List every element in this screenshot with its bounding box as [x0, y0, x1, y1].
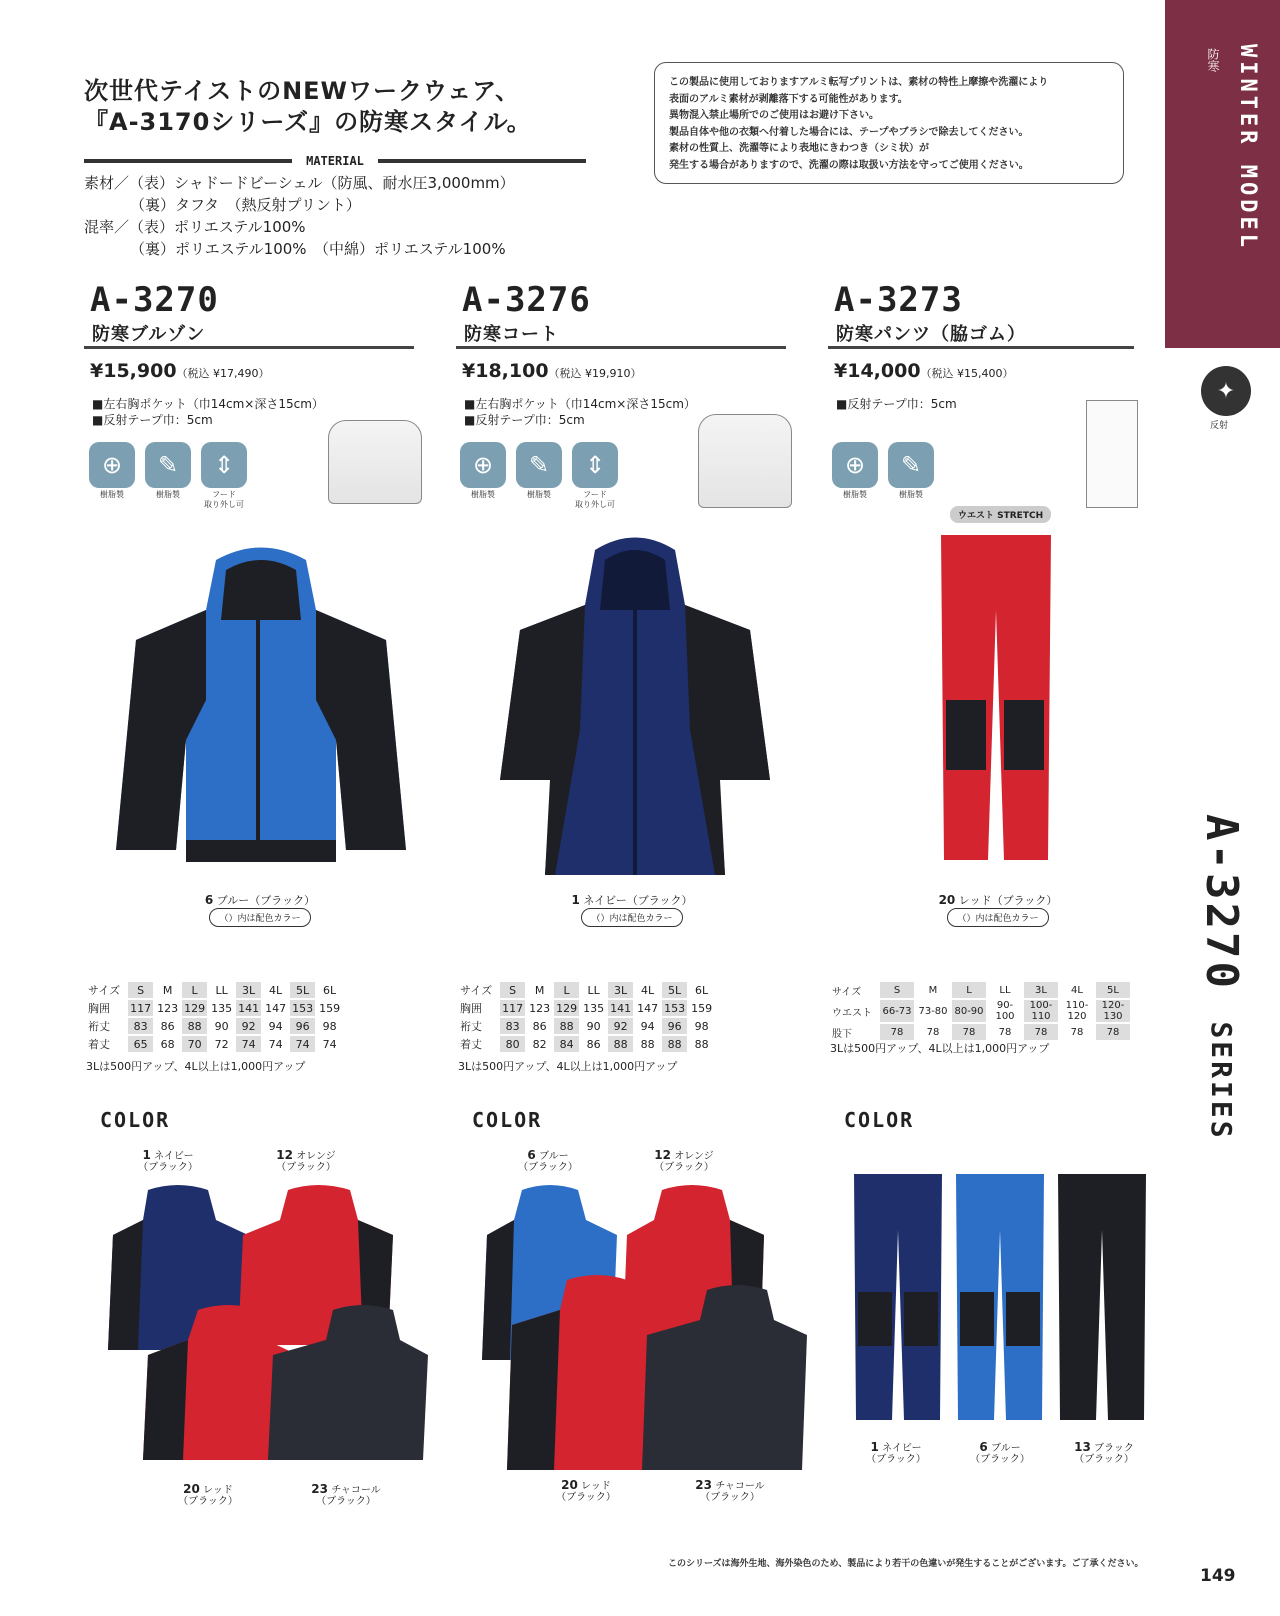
color-sub: （ブラック）: [970, 1454, 1030, 1465]
size-cell: 78: [1096, 1024, 1130, 1040]
notice-line: 表面のアルミ素材が剥離落下する可能性があります。: [669, 93, 908, 105]
product-name: 防寒パンツ（脇ゴム）: [836, 324, 1026, 345]
color-number: 12: [276, 1148, 293, 1162]
price-tax: （税込 ¥15,400）: [920, 367, 1014, 380]
size-cell: L: [182, 982, 207, 998]
tab-subtitle: 防寒: [1206, 48, 1220, 72]
product-rule: [84, 346, 414, 349]
size-header-row: [86, 982, 342, 998]
size-row: [86, 1018, 342, 1034]
jacket-line-drawing: [328, 420, 422, 504]
notice-line: 発生する場合がありますので、洗濯の際は取扱い方法を守ってご使用ください。: [669, 159, 1029, 171]
color-name: レッド: [202, 1485, 233, 1496]
size-cell: 153: [292, 1001, 314, 1015]
color-name: ネイビー: [154, 1151, 194, 1162]
size-table: [84, 980, 344, 1054]
price-value: ¥14,000: [834, 360, 921, 382]
size-row: [830, 1000, 1130, 1022]
size-cell: 110-120: [1065, 1000, 1089, 1022]
winter-model-tab: [1165, 0, 1280, 348]
size-cell: 84: [554, 1036, 579, 1052]
size-cell: S: [128, 982, 153, 998]
size-cell: 117: [130, 1001, 152, 1015]
notice-line: 異物混入禁止場所でのご使用はお避け下さい。: [669, 110, 879, 121]
color-note-pill: （）内は配色カラー: [947, 908, 1048, 927]
size-note: 3Lは500円アップ、4L以上は1,000円アップ: [830, 1042, 1050, 1055]
material-heading: MATERIAL: [306, 154, 364, 168]
size-cell: 66-73: [880, 1000, 914, 1022]
icon-label: 樹脂製: [100, 490, 124, 499]
headline: [84, 76, 532, 138]
size-cell: 80: [500, 1036, 525, 1052]
product-spec: [464, 396, 696, 428]
product-price: [834, 360, 1014, 382]
size-note: 3Lは500円アップ、4L以上は1,000円アップ: [86, 1060, 306, 1073]
price-tax: （税込 ¥19,910）: [548, 367, 642, 380]
size-cell: 4L: [641, 983, 655, 997]
icon-label: 樹脂製: [527, 490, 551, 499]
size-cell: 159: [319, 1001, 341, 1015]
series-word: SERIES: [1205, 1021, 1238, 1141]
reflect-label: 反射: [1210, 421, 1229, 431]
size-cell: 74: [268, 1037, 283, 1051]
color-name: ブラック: [1094, 1443, 1134, 1454]
pants-line-drawing: [1086, 400, 1138, 508]
size-cell: 80-90: [952, 1000, 986, 1022]
size-cell: 3L: [608, 982, 633, 998]
size-cell: 147: [637, 1001, 659, 1015]
color-note: [888, 908, 1108, 927]
tab-title: WINTER MODEL: [1235, 44, 1260, 251]
size-cell: 90: [586, 1019, 601, 1033]
color-note-pill: （）内は配色カラー: [209, 908, 310, 927]
color-number: 20: [938, 893, 956, 907]
size-cell: 90-100: [995, 1000, 1015, 1022]
size-cell: 98: [694, 1019, 709, 1033]
size-cell: 72: [214, 1037, 229, 1051]
icon-label: 樹脂製: [843, 490, 867, 499]
size-cell: 83: [500, 1018, 525, 1034]
product-name: 防寒コート: [464, 324, 559, 345]
price-value: ¥15,900: [90, 360, 177, 382]
size-cell: 135: [583, 1001, 605, 1015]
size-cell: 胸囲: [460, 1002, 482, 1015]
color-variant-caption: [118, 1150, 218, 1173]
material-line1: 素材／（表）シャドードビーシェル（防風、耐水圧3,000mm）: [84, 174, 515, 192]
size-cell: 3L: [236, 982, 261, 998]
headline-line2: 『A-3170シリーズ』の防寒スタイル。: [84, 108, 532, 136]
footnote: このシリーズは海外生地、海外染色のため、製品により若干の色違いが発生することがございます。ご了承ください。: [668, 1559, 1144, 1569]
color-note: [150, 908, 370, 927]
color-sub: （ブラック）: [866, 1454, 926, 1465]
size-note: 3Lは500円アップ、4L以上は1,000円アップ: [458, 1060, 678, 1073]
hood-icon: ⇕: [201, 442, 247, 488]
size-cell: S: [880, 982, 914, 998]
page-number: 149: [1200, 1566, 1236, 1586]
icon-label: 樹脂製: [471, 490, 495, 499]
color-name: ブルー: [538, 1151, 569, 1162]
size-cell: 86: [586, 1037, 601, 1051]
button-icon: ⊕: [460, 442, 506, 488]
button-icon: ⊕: [89, 442, 135, 488]
size-cell: 153: [664, 1001, 686, 1015]
color-sub: （ブラック）: [700, 1492, 760, 1503]
color-number: 6: [979, 1440, 988, 1454]
color-variant-caption: [950, 1442, 1050, 1465]
size-cell: サイズ: [832, 986, 862, 998]
size-cell: 88: [182, 1018, 207, 1034]
button-icon: ⊕: [832, 442, 878, 488]
size-cell: 78: [926, 1026, 940, 1038]
size-cell: 86: [532, 1019, 547, 1033]
blue-jacket-photo: [96, 540, 426, 870]
product-spec: [92, 396, 324, 428]
size-cell: 90: [214, 1019, 229, 1033]
size-cell: LL: [999, 984, 1011, 996]
color-name: ブルー（ブラック）: [216, 894, 316, 907]
size-cell: 94: [268, 1019, 283, 1033]
notice-line: この製品に使用しておりますアルミ転写プリントは、素材の特性上摩擦や洗濯により: [669, 77, 1049, 88]
size-cell: 129: [556, 1001, 578, 1015]
color-number: 13: [1074, 1440, 1091, 1454]
color-sub: （ブラック）: [276, 1162, 336, 1173]
product-name: 防寒ブルゾン: [92, 324, 206, 345]
size-cell: 141: [238, 1001, 260, 1015]
material-line2: （裏）タフタ （熱反射プリント）: [130, 196, 361, 214]
spec-line: ■左右胸ポケット（巾14cm×深さ15cm）: [464, 397, 696, 411]
color-sub: （ブラック）: [316, 1496, 376, 1507]
size-cell: 78: [952, 1024, 986, 1040]
notice-line: 素材の性質上、洗濯等により表地にきわつき（シミ状）が: [669, 143, 929, 154]
size-cell: M: [928, 984, 938, 996]
price-value: ¥18,100: [462, 360, 549, 382]
waist-stretch-label: ウエスト STRETCH: [950, 506, 1051, 523]
product-rule: [456, 346, 786, 349]
series-label: [1196, 814, 1247, 1141]
zipper-icon: ✎: [145, 442, 191, 488]
size-row: [458, 1000, 714, 1016]
color-variant-caption: [536, 1480, 636, 1503]
color-sub: （ブラック）: [556, 1492, 616, 1503]
size-cell: 78: [1070, 1026, 1084, 1038]
size-cell: 92: [608, 1018, 633, 1034]
size-cell: 78: [880, 1024, 914, 1040]
color-name: オレンジ: [296, 1151, 336, 1162]
size-cell: L: [554, 982, 579, 998]
zipper-icon: ✎: [888, 442, 934, 488]
spec-line: ■左右胸ポケット（巾14cm×深さ15cm）: [92, 397, 324, 411]
size-table: [828, 980, 1132, 1042]
size-table: [456, 980, 716, 1054]
color-variant-caption: [158, 1484, 258, 1507]
size-cell: LL: [587, 983, 600, 997]
main-color-caption: [888, 892, 1108, 908]
notice-box: [654, 62, 1124, 184]
color-number: 12: [654, 1148, 671, 1162]
color-number: 20: [561, 1478, 578, 1492]
size-cell: LL: [215, 983, 228, 997]
color-number: 6: [204, 893, 214, 907]
size-cell: 6L: [695, 983, 709, 997]
size-cell: 5L: [662, 982, 687, 998]
size-cell: 159: [691, 1001, 713, 1015]
size-cell: 94: [640, 1019, 655, 1033]
color-note-pill: （）内は配色カラー: [581, 908, 682, 927]
size-cell: 6L: [323, 983, 337, 997]
size-cell: 着丈: [88, 1038, 110, 1051]
size-header-row: [458, 982, 714, 998]
color-sub: （ブラック）: [178, 1496, 238, 1507]
reflect-icon: ✦: [1201, 366, 1251, 416]
icon-label: 樹脂製: [899, 490, 923, 499]
size-row: [86, 1000, 342, 1016]
color-variant-caption: [1054, 1442, 1154, 1465]
jacket-color-variants: [88, 1180, 433, 1480]
icon-label: 樹脂製: [156, 490, 180, 499]
size-cell: 股下: [832, 1028, 852, 1040]
icon-label: フード 取り外し可: [204, 490, 244, 509]
product-code: A-3270: [90, 280, 219, 320]
size-cell: 裄丈: [88, 1020, 110, 1033]
product-spec: ■反射テープ巾：5cm: [836, 397, 957, 411]
color-variant-caption: [846, 1442, 946, 1465]
size-cell: 96: [290, 1018, 315, 1034]
main-color-caption: [150, 892, 370, 908]
size-cell: 88: [694, 1037, 709, 1051]
size-cell: 5L: [1096, 982, 1130, 998]
coat-line-drawing: [698, 414, 792, 508]
size-cell: 117: [502, 1001, 524, 1015]
size-cell: 3L: [1024, 982, 1058, 998]
color-variant-caption: [256, 1150, 356, 1173]
headline-line1: 次世代テイストのNEWワークウェア、: [84, 77, 521, 105]
color-name: オレンジ: [674, 1151, 714, 1162]
color-number: 1: [142, 1148, 151, 1162]
pants-color-variants: [852, 1170, 1152, 1430]
color-heading: COLOR: [472, 1108, 543, 1132]
size-cell: 92: [236, 1018, 261, 1034]
main-color-caption: [522, 892, 742, 908]
size-header-row: [830, 982, 1130, 998]
size-cell: 70: [182, 1036, 207, 1052]
size-cell: 141: [610, 1001, 632, 1015]
product-rule: [828, 346, 1134, 349]
color-sub: （ブラック）: [518, 1162, 578, 1173]
color-number: 23: [311, 1482, 328, 1496]
size-cell: 86: [160, 1019, 175, 1033]
material-line4: （裏）ポリエステル100% （中綿）ポリエステル100%: [130, 240, 506, 258]
size-cell: M: [534, 983, 545, 997]
material-line3: 混率／（表）ポリエステル100%: [84, 218, 306, 236]
navy-coat-photo: [490, 530, 780, 880]
product-code: A-3276: [462, 280, 591, 320]
size-row: [830, 1024, 1130, 1040]
color-sub: （ブラック）: [138, 1162, 198, 1173]
color-variant-caption: [498, 1150, 598, 1173]
size-cell: 147: [265, 1001, 287, 1015]
color-name: ネイビー（ブラック）: [583, 894, 693, 907]
color-number: 6: [527, 1148, 536, 1162]
size-cell: 88: [640, 1037, 655, 1051]
color-variant-caption: [296, 1484, 396, 1507]
size-cell: ウエスト: [832, 1007, 872, 1019]
size-cell: 88: [608, 1036, 633, 1052]
size-cell: 135: [211, 1001, 233, 1015]
size-cell: 胸囲: [88, 1002, 110, 1015]
color-name: チャコール: [715, 1481, 765, 1492]
size-cell: 74: [322, 1037, 337, 1051]
color-number: 23: [695, 1478, 712, 1492]
size-cell: 裄丈: [460, 1020, 482, 1033]
color-name: レッド（ブラック）: [958, 894, 1058, 907]
size-cell: サイズ: [460, 984, 493, 997]
product-price: [462, 360, 642, 382]
zipper-icon: ✎: [516, 442, 562, 488]
size-cell: 88: [662, 1036, 687, 1052]
color-note: [522, 908, 742, 927]
hood-icon: ⇕: [572, 442, 618, 488]
size-cell: 123: [157, 1001, 179, 1015]
color-variant-caption: [680, 1480, 780, 1503]
color-variant-caption: [634, 1150, 734, 1173]
size-cell: S: [500, 982, 525, 998]
size-cell: 88: [554, 1018, 579, 1034]
color-name: レッド: [580, 1481, 611, 1492]
size-cell: 120-130: [1096, 1000, 1130, 1022]
red-pants-photo: [936, 530, 1056, 870]
size-cell: M: [162, 983, 173, 997]
spec-line: ■反射テープ巾：5cm: [92, 413, 213, 427]
size-cell: 68: [160, 1037, 175, 1051]
coat-color-variants: [462, 1180, 812, 1480]
size-cell: 78: [1024, 1024, 1058, 1040]
color-number: 1: [870, 1440, 879, 1454]
size-cell: 78: [998, 1026, 1012, 1038]
size-cell: 96: [662, 1018, 687, 1034]
size-cell: 5L: [290, 982, 315, 998]
color-sub: （ブラック）: [1074, 1454, 1134, 1465]
color-number: 1: [571, 893, 580, 907]
color-sub: （ブラック）: [654, 1162, 714, 1173]
size-row: [86, 1036, 342, 1052]
notice-line: 製品自体や他の衣類へ付着した場合には、テープやブラシで除去してください。: [669, 126, 1029, 138]
size-cell: 100-110: [1024, 1000, 1058, 1022]
size-cell: 4L: [269, 983, 283, 997]
size-cell: サイズ: [88, 984, 121, 997]
icon-label: フード 取り外し可: [575, 490, 615, 509]
series-code: A-3270: [1196, 814, 1247, 991]
product-price: [90, 360, 270, 382]
price-tax: （税込 ¥17,490）: [176, 367, 270, 380]
color-name: ネイビー: [882, 1443, 922, 1454]
color-name: ブルー: [990, 1443, 1021, 1454]
size-cell: 4L: [1071, 984, 1083, 996]
size-cell: 73-80: [918, 1005, 948, 1017]
size-row: [458, 1018, 714, 1034]
spec-line: ■反射テープ巾：5cm: [464, 413, 585, 427]
size-cell: 着丈: [460, 1038, 482, 1051]
color-number: 20: [183, 1482, 200, 1496]
color-name: チャコール: [331, 1485, 381, 1496]
size-cell: L: [952, 982, 986, 998]
size-cell: 129: [184, 1001, 206, 1015]
size-cell: 82: [532, 1037, 547, 1051]
size-cell: 65: [128, 1036, 153, 1052]
color-heading: COLOR: [844, 1108, 915, 1132]
size-cell: 98: [322, 1019, 337, 1033]
color-heading: COLOR: [100, 1108, 171, 1132]
product-code: A-3273: [834, 280, 963, 320]
size-row: [458, 1036, 714, 1052]
size-cell: 74: [290, 1036, 315, 1052]
size-cell: 83: [128, 1018, 153, 1034]
size-cell: 74: [236, 1036, 261, 1052]
size-cell: 123: [529, 1001, 551, 1015]
